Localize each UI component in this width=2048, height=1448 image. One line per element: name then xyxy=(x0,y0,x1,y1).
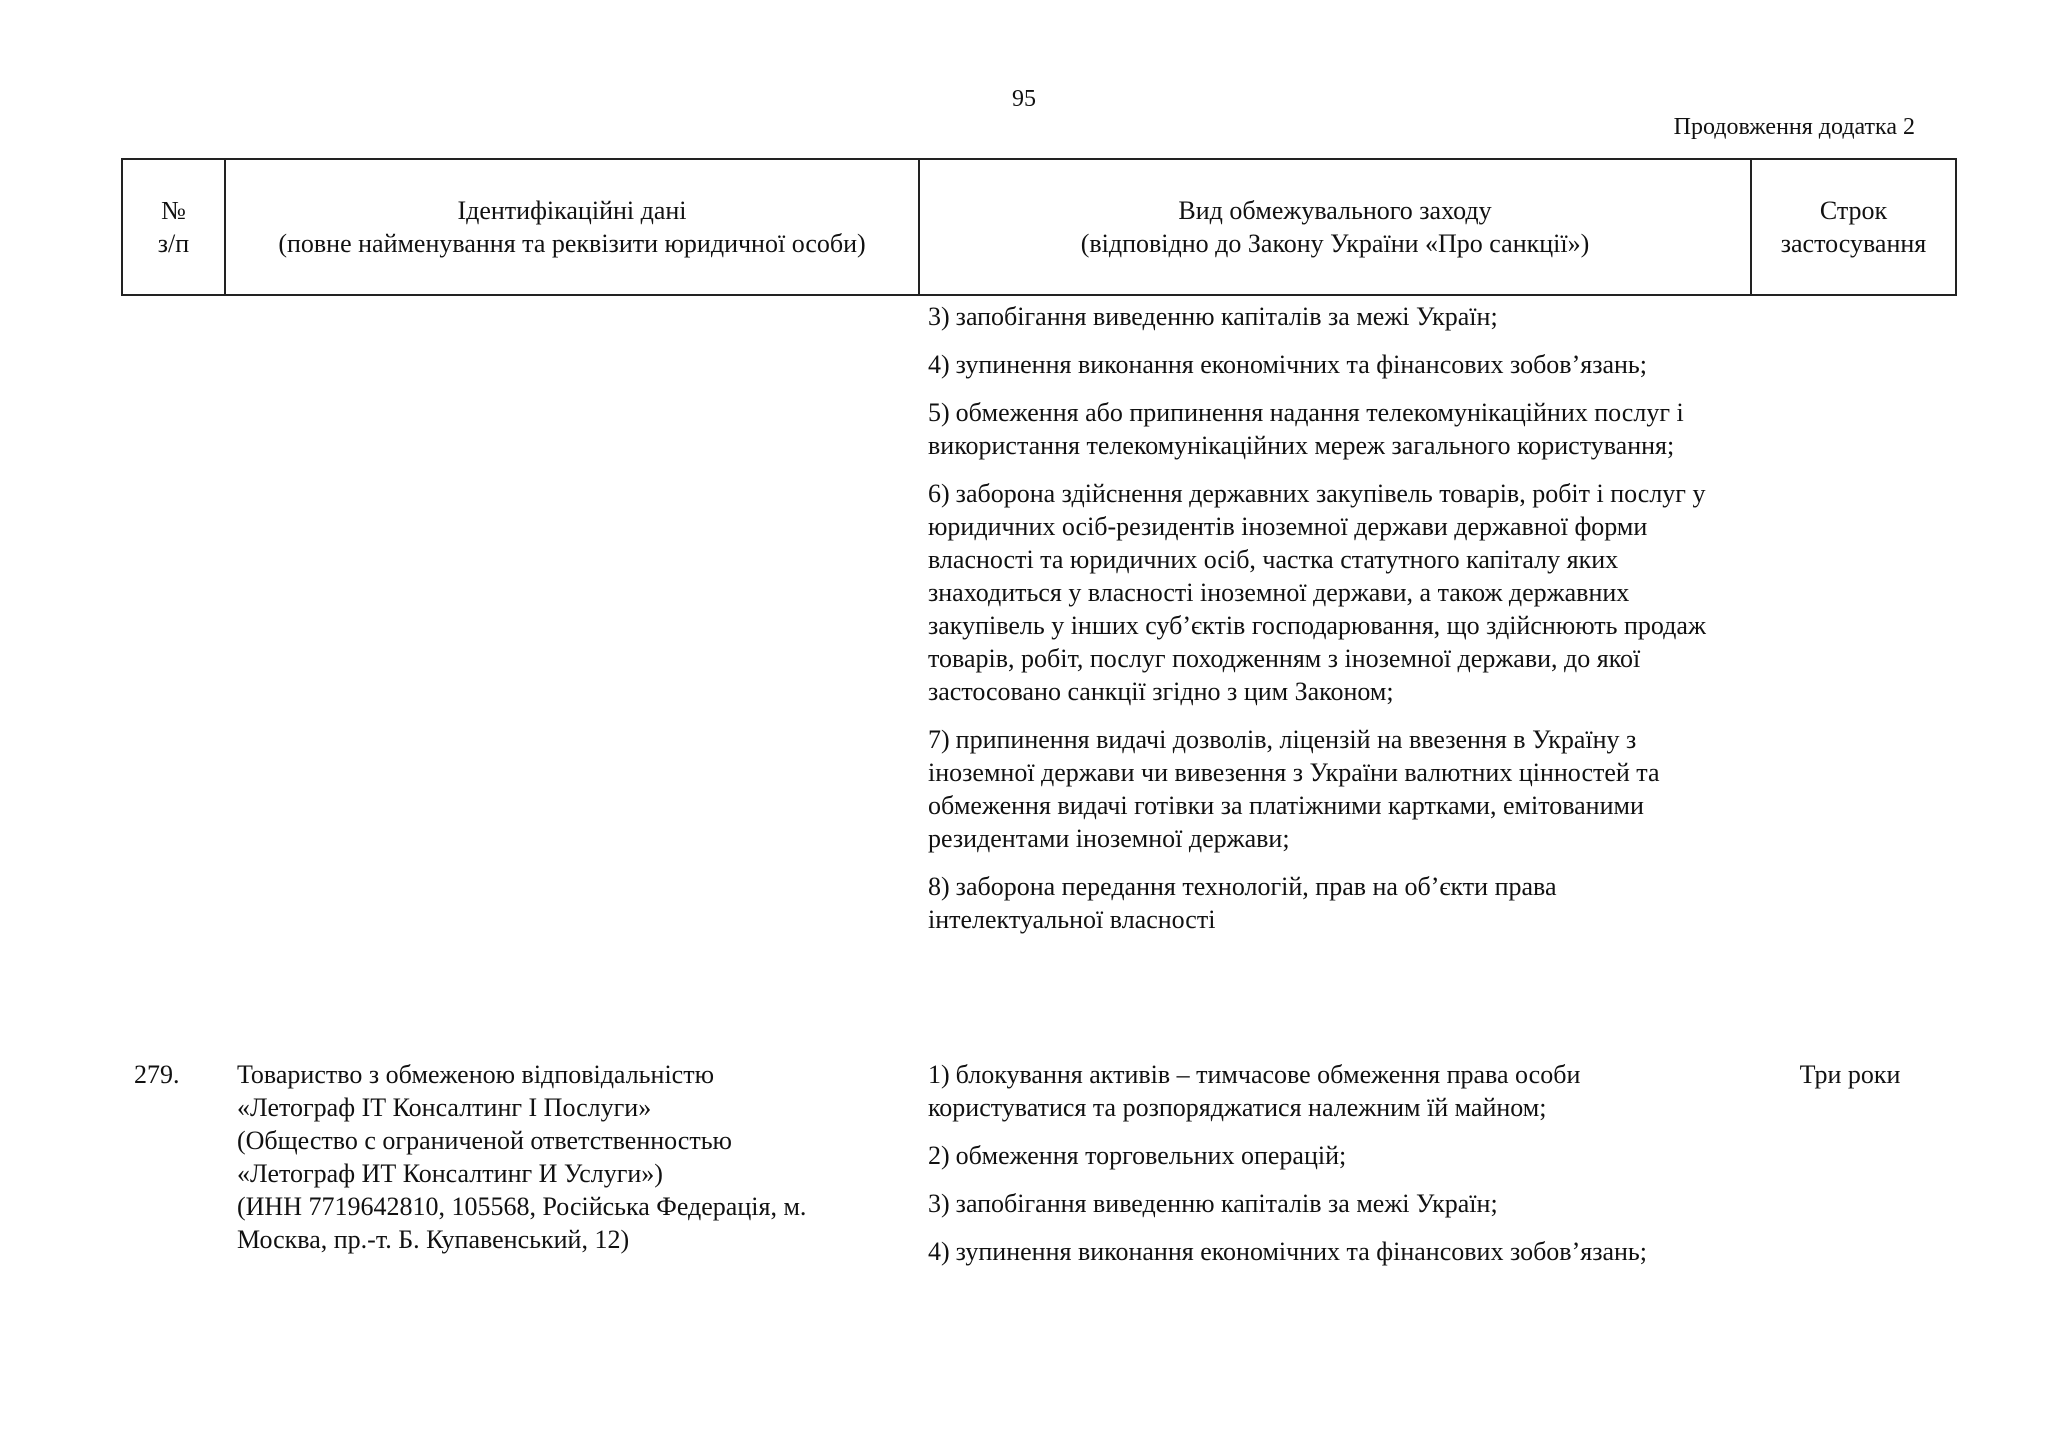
entry-number: 279. xyxy=(134,1060,180,1089)
page-number: 95 xyxy=(1012,86,1036,112)
measure-text: заборона передання технологій, прав на об’єкти права інтелектуальної власності xyxy=(928,872,1557,934)
continued-measures-list xyxy=(928,300,1728,951)
header-identification xyxy=(225,159,919,295)
measure-text: запобігання виведенню капіталів за межі Україн; xyxy=(955,302,1498,331)
measure-number: 2) xyxy=(928,1141,950,1170)
measure-item xyxy=(928,723,1728,855)
entry-identity-line: (Общество с ограниченой ответственностью xyxy=(237,1126,732,1155)
measure-number: 7) xyxy=(928,725,950,754)
measure-item xyxy=(928,1235,1728,1268)
measure-text: обмеження або припинення надання телекомунікаційних послуг і використання телекомунікаційних мереж загального користування; xyxy=(928,398,1684,460)
entry-identity-line: Москва, пр.-т. Б. Купавенський, 12) xyxy=(237,1225,630,1254)
measure-number: 1) xyxy=(928,1060,950,1089)
header-number xyxy=(122,159,225,295)
header-identification-line: (повне найменування та реквізити юридичної особи) xyxy=(278,229,866,258)
measure-number: 5) xyxy=(928,398,950,427)
measure-text: заборона здійснення державних закупівель товарів, робіт і послуг у юридичних осіб-резидентів іноземної держави державної форми власності та юридичних осіб, частка статутного капіталу яких знаходиться у власності іноземної держави, а також державних закупівель у інших суб’єктів господарювання, що здійснюють продаж товарів, робіт, послуг походженням з іноземної держави, до якої застосовано санкції згідно з цим Законом; xyxy=(928,479,1706,706)
header-term-line: Строк xyxy=(1819,196,1888,225)
entry-identity-line: «Летограф ИТ Консалтинг И Услуги») xyxy=(237,1159,663,1188)
header-number-line: № xyxy=(161,196,186,225)
measure-number: 3) xyxy=(928,1189,950,1218)
measure-item xyxy=(928,300,1728,333)
measure-text: запобігання виведенню капіталів за межі Україн; xyxy=(955,1189,1498,1218)
measure-item xyxy=(928,870,1728,936)
entry-measures-list xyxy=(928,1058,1728,1283)
measure-item xyxy=(928,1139,1728,1172)
table-header xyxy=(121,158,1957,296)
continuation-label: Продовження додатка 2 xyxy=(1673,114,1915,140)
header-term-line: застосування xyxy=(1780,229,1927,258)
header-measure xyxy=(919,159,1751,295)
measure-item xyxy=(928,348,1728,381)
measure-text: припинення видачі дозволів, ліцензій на ввезення в Україну з іноземної держави чи вивезення з України валютних цінностей та обмеження видачі готівки за платіжними картками, емітованими резидентами іноземної держави; xyxy=(928,725,1660,853)
measure-number: 3) xyxy=(928,302,950,331)
measure-item xyxy=(928,1187,1728,1220)
entry-term: Три роки xyxy=(1799,1060,1901,1089)
measure-text: зупинення виконання економічних та фінансових зобов’язань; xyxy=(955,1237,1647,1266)
measure-number: 4) xyxy=(928,350,950,379)
entry-identity-line: Товариство з обмеженою відповідальністю xyxy=(237,1060,714,1089)
entry-identity xyxy=(237,1058,897,1256)
measure-item xyxy=(928,1058,1728,1124)
header-term xyxy=(1751,159,1956,295)
measure-text: обмеження торговельних операцій; xyxy=(955,1141,1347,1170)
measure-number: 4) xyxy=(928,1237,950,1266)
measure-item xyxy=(928,477,1728,708)
entry-identity-line: «Летограф ІТ Консалтинг І Послуги» xyxy=(237,1093,652,1122)
entry-identity-line: (ИНН 7719642810, 105568, Російська Федерація, м. xyxy=(237,1192,807,1221)
header-identification-line: Ідентифікаційні дані xyxy=(457,196,687,225)
measure-item xyxy=(928,396,1728,462)
header-measure-line: (відповідно до Закону України «Про санкції») xyxy=(1080,229,1590,258)
measure-text: блокування активів – тимчасове обмеження права особи користуватися та розпоряджатися належним їй майном; xyxy=(928,1060,1581,1122)
measure-number: 6) xyxy=(928,479,950,508)
header-number-line: з/п xyxy=(157,229,190,258)
measure-number: 8) xyxy=(928,872,950,901)
measure-text: зупинення виконання економічних та фінансових зобов’язань; xyxy=(955,350,1647,379)
header-measure-line: Вид обмежувального заходу xyxy=(1178,196,1492,225)
